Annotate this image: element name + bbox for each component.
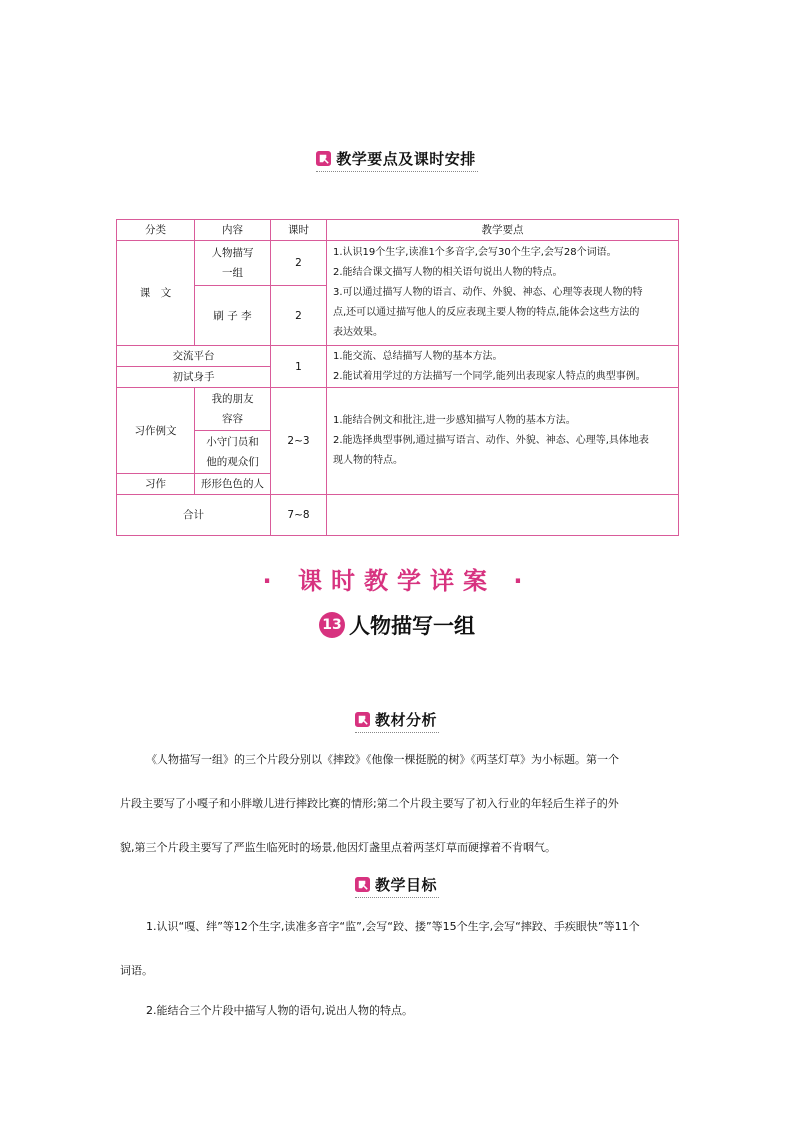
lesson-number-badge: 13: [319, 612, 345, 638]
hours-jiaoliu: 1: [271, 346, 327, 388]
hours-xizuo: 2~3: [271, 388, 327, 495]
page-subtitle: · 课时教学详案 ·: [262, 567, 532, 595]
section-title-analysis: 教材分析: [374, 711, 437, 729]
pencil-badge-icon: [355, 877, 370, 892]
category-xizuo: 习作: [117, 474, 195, 495]
content-jiaoliu: 交流平台: [117, 346, 271, 367]
pencil-badge-icon: [316, 151, 331, 166]
section-heading-plan: [0, 148, 794, 170]
category-kewen: 课 文: [117, 241, 195, 346]
section-title-goals: 教学目标: [374, 876, 437, 894]
content-friend: 我的朋友 容容: [195, 388, 271, 431]
header-category: 分类: [117, 220, 195, 241]
goal-item-1: 1.认识“嘎、绊”等12个生字,读准多音字“监”,会写“跤、搂”等15个生字,会写“摔跤、手疾眼快”等11个 词语。: [120, 920, 640, 977]
total-hours: 7~8: [271, 495, 327, 536]
content-chushi: 初试身手: [117, 367, 271, 388]
requirements-xizuo: 1.能结合例文和批注,进一步感知描写人物的基本方法。 2.能选择典型事例,通过描写语言、动作、外貌、神态、心理等,具体地表 现人物的特点。: [327, 388, 679, 495]
table-row: [117, 241, 679, 286]
total-label: 合计: [117, 495, 271, 536]
content-shuazi: 刷 子 李: [195, 286, 271, 346]
category-xizuo-liwen: 习作例文: [117, 388, 195, 474]
content-renwu: 人物描写 一组: [195, 241, 271, 286]
analysis-paragraph: 《人物描写一组》的三个片段分别以《摔跤》《他像一棵挺脱的树》《两茎灯草》为小标题。第一个 片段主要写了小嘎子和小胖墩儿进行摔跤比赛的情形;第二个片段主要写了初入行业的年轻后生祥子的外 貌,第三个片段主要写了严监生临死时的场景,他因灯盏里点着两茎灯草而硬撑着不肯咽气。: [120, 753, 619, 854]
hours-shuazi: 2: [271, 286, 327, 346]
table-header-row: [117, 220, 679, 241]
section-heading-analysis: [0, 709, 794, 731]
hours-renwu: 2: [271, 241, 327, 286]
section-title-plan: 教学要点及课时安排: [336, 150, 476, 168]
teaching-plan-table: [116, 219, 679, 536]
pencil-badge-icon: [355, 712, 370, 727]
requirements-kewen: 1.认识19个生字,读准1个多音字,会写30个生字,会写28个词语。 2.能结合课文描写人物的相关语句说出人物的特点。 3.可以通过描写人物的语言、动作、外貌、神态、心理等表现人物的特 点,还可以通过描写他人的反应表现主要人物的特点,能体会这些方法的 表达效果。: [327, 241, 679, 346]
requirements-jiaoliu: 1.能交流、总结描写人物的基本方法。 2.能试着用学过的方法描写一个同学,能列出表现家人特点的典型事例。: [327, 346, 679, 388]
lesson-title-text: 人物描写一组: [349, 613, 475, 638]
goal-item-2: 2.能结合三个片段中描写人物的语句,说出人物的特点。: [146, 1004, 413, 1017]
table-row: [117, 388, 679, 431]
table-row: [117, 346, 679, 367]
section-heading-goals: [0, 874, 794, 896]
table-row: [117, 495, 679, 536]
header-content: 内容: [195, 220, 271, 241]
total-requirements: [327, 495, 679, 536]
header-hours: 课时: [271, 220, 327, 241]
lesson-title: [0, 610, 794, 640]
content-xingxing: 形形色色的人: [195, 474, 271, 495]
content-guard: 小守门员和 他的观众们: [195, 431, 271, 474]
header-requirements: 教学要点: [327, 220, 679, 241]
